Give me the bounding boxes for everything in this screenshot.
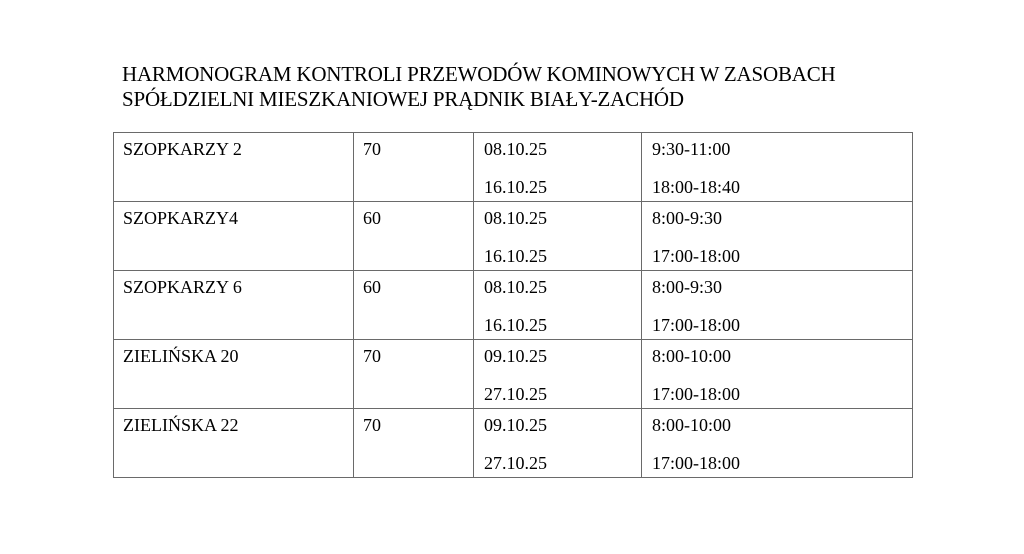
date-cell bbox=[474, 409, 642, 478]
count-cell bbox=[354, 340, 474, 409]
time-first: 8:00-10:00 bbox=[652, 415, 731, 435]
date-first: 08.10.25 bbox=[484, 208, 547, 228]
date-first: 09.10.25 bbox=[484, 346, 547, 366]
title-line-1: HARMONOGRAM KONTROLI PRZEWODÓW KOMINOWYCH W ZASOBACH bbox=[122, 62, 836, 86]
time-second: 17:00-18:00 bbox=[652, 246, 740, 266]
table-row bbox=[114, 271, 913, 340]
street-cell bbox=[114, 271, 354, 340]
date-cell bbox=[474, 271, 642, 340]
date-first: 08.10.25 bbox=[484, 139, 547, 159]
time-cell bbox=[642, 202, 913, 271]
count-cell bbox=[354, 409, 474, 478]
document-title bbox=[122, 62, 942, 112]
count-cell bbox=[354, 271, 474, 340]
time-cell bbox=[642, 271, 913, 340]
time-second: 17:00-18:00 bbox=[652, 453, 740, 473]
date-second: 27.10.25 bbox=[484, 384, 547, 404]
title-line-2: SPÓŁDZIELNI MIESZKANIOWEJ PRĄDNIK BIAŁY-ZACHÓD bbox=[122, 87, 684, 111]
street-name: ZIELIŃSKA 20 bbox=[123, 346, 239, 366]
count-cell bbox=[354, 202, 474, 271]
street-cell bbox=[114, 340, 354, 409]
time-first: 8:00-10:00 bbox=[652, 346, 731, 366]
time-second: 17:00-18:00 bbox=[652, 315, 740, 335]
flat-count: 70 bbox=[363, 139, 381, 159]
flat-count: 60 bbox=[363, 208, 381, 228]
time-cell bbox=[642, 340, 913, 409]
time-cell bbox=[642, 133, 913, 202]
date-first: 09.10.25 bbox=[484, 415, 547, 435]
time-second: 18:00-18:40 bbox=[652, 177, 740, 197]
table-row bbox=[114, 340, 913, 409]
date-cell bbox=[474, 133, 642, 202]
table-row bbox=[114, 202, 913, 271]
time-first: 9:30-11:00 bbox=[652, 139, 731, 159]
street-name: SZOPKARZY 6 bbox=[123, 277, 242, 297]
date-second: 16.10.25 bbox=[484, 315, 547, 335]
street-name: SZOPKARZY 2 bbox=[123, 139, 242, 159]
date-first: 08.10.25 bbox=[484, 277, 547, 297]
flat-count: 70 bbox=[363, 346, 381, 366]
flat-count: 60 bbox=[363, 277, 381, 297]
street-cell bbox=[114, 409, 354, 478]
date-second: 16.10.25 bbox=[484, 177, 547, 197]
time-first: 8:00-9:30 bbox=[652, 208, 722, 228]
date-second: 27.10.25 bbox=[484, 453, 547, 473]
time-cell bbox=[642, 409, 913, 478]
schedule-table bbox=[113, 132, 913, 478]
table-row bbox=[114, 133, 913, 202]
street-name: SZOPKARZY4 bbox=[123, 208, 239, 228]
street-cell bbox=[114, 202, 354, 271]
date-second: 16.10.25 bbox=[484, 246, 547, 266]
table-row bbox=[114, 409, 913, 478]
date-cell bbox=[474, 340, 642, 409]
street-name: ZIELIŃSKA 22 bbox=[123, 415, 239, 435]
date-cell bbox=[474, 202, 642, 271]
flat-count: 70 bbox=[363, 415, 381, 435]
street-cell bbox=[114, 133, 354, 202]
time-second: 17:00-18:00 bbox=[652, 384, 740, 404]
time-first: 8:00-9:30 bbox=[652, 277, 722, 297]
count-cell bbox=[354, 133, 474, 202]
